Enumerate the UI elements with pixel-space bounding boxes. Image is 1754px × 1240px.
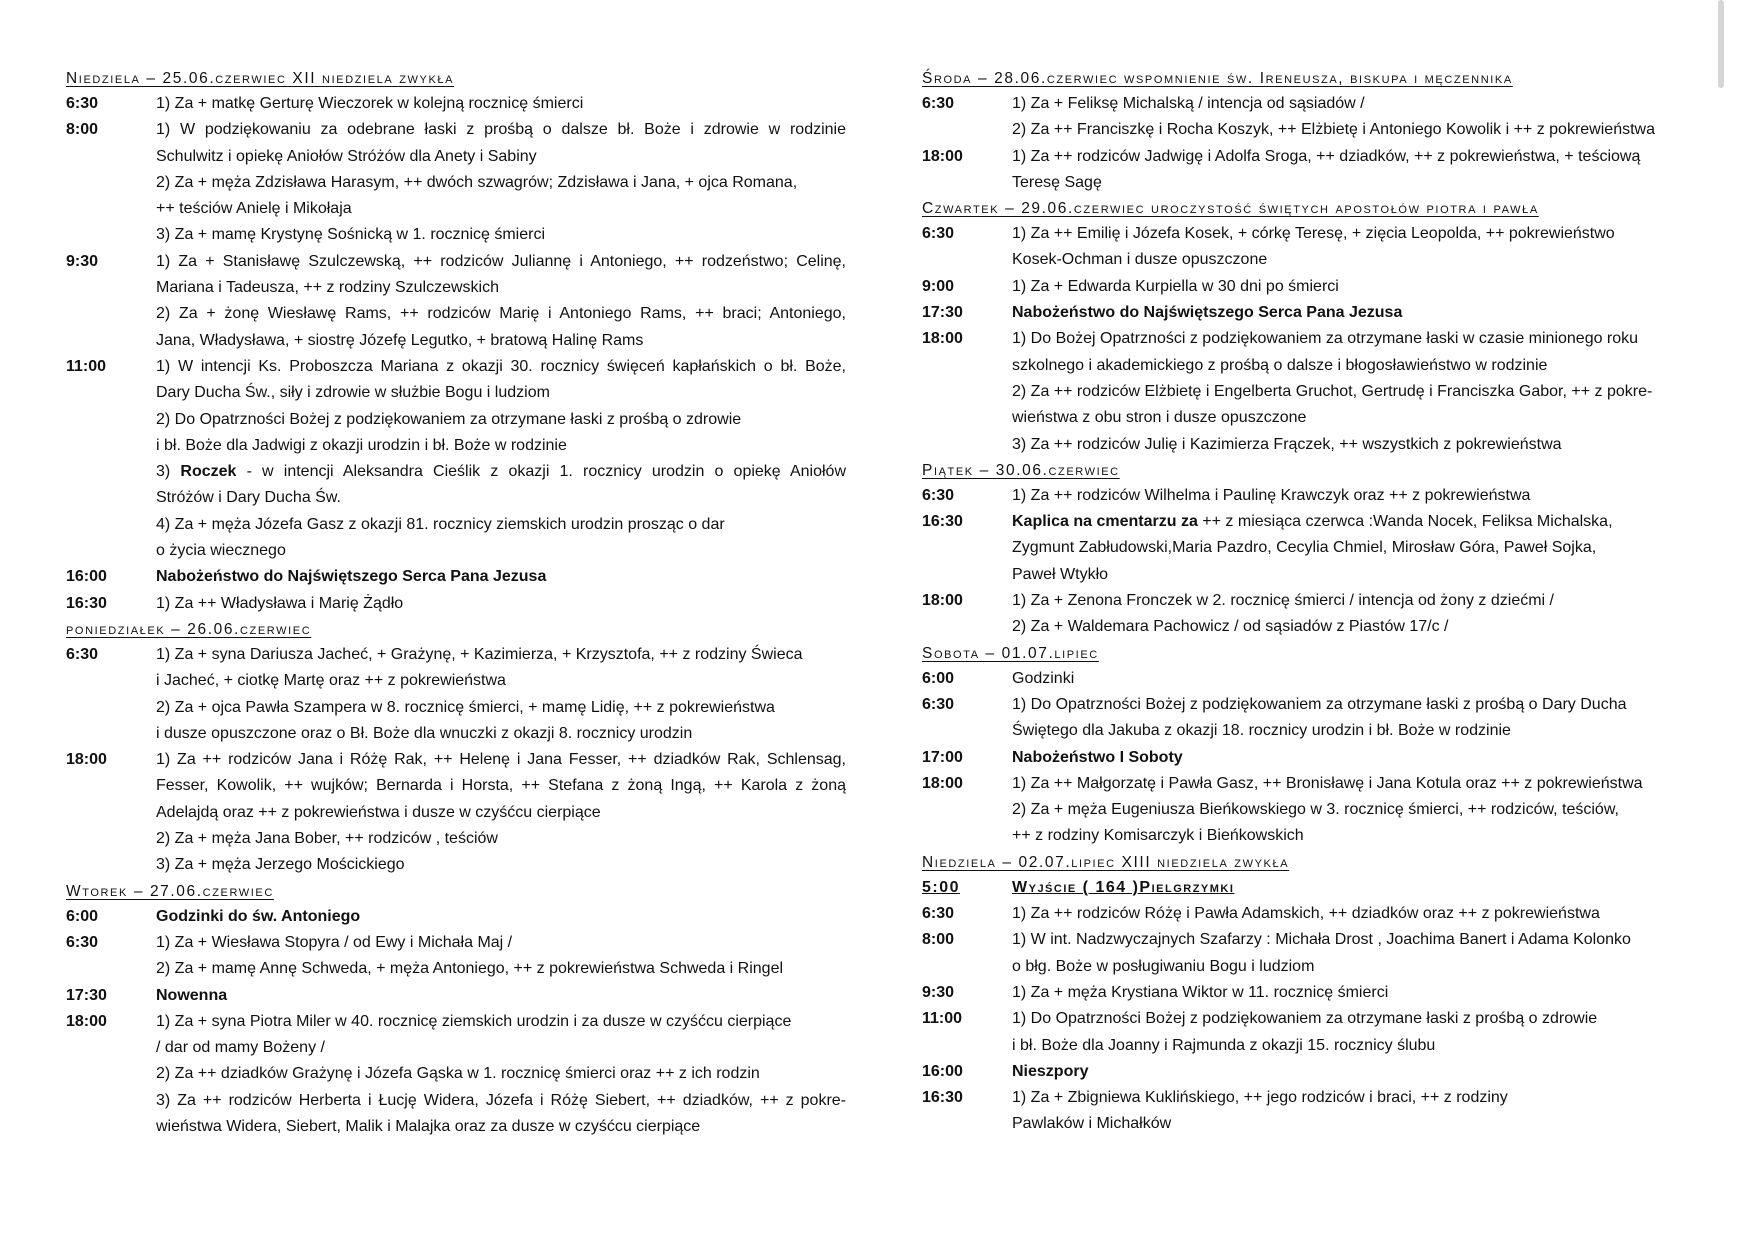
intentions [1012,927,1706,980]
intention-text: 1) Za + Wiesława Stopyra / od Ewy i Michała Maj / [156,933,513,951]
mass-entry [922,588,1706,641]
intention-text: 2) Za + męża Eugeniusza Bieńkowskiego w 3. rocznicę śmierci, ++ rodziców, teściów, [1012,801,1619,819]
mass-time: 18:00 [922,592,963,610]
intention-line [156,328,846,354]
mass-entry [66,117,846,248]
intentions [1012,745,1706,771]
intention-line [1012,745,1706,771]
day-header: Środa – 28.06.czerwiec wspomnienie św. Ireneusza, biskupa i męczennika [922,70,1513,87]
intentions [156,983,846,1009]
mass-entry [66,564,846,590]
mass-time: 16:00 [922,1062,963,1080]
right-column [922,66,1706,1138]
intention-bold-text: Roczek [180,463,237,481]
intention-text: Nieszpory [1012,1062,1089,1080]
intentions [1012,144,1706,197]
intentions [156,249,846,354]
mass-time: 6:00 [66,907,99,925]
mass-entry [66,354,846,564]
intention-line [1012,91,1706,117]
intention-line [1012,509,1706,535]
intention-line [1012,274,1706,300]
mass-time: 11:00 [66,357,107,375]
intention-line [1012,823,1706,849]
intentions [156,930,846,983]
intention-line [1012,221,1706,247]
intention-text: 1) Za + Stanisławę Szulczewską, ++ rodziców Juliannę i Antoniego, ++ rodzeństwo; Celinę, [156,252,846,270]
mass-entry [922,745,1706,771]
mass-entry [922,300,1706,326]
mass-time: 9:30 [66,252,99,270]
mass-time: 6:00 [922,669,955,687]
mass-entry [66,1009,846,1140]
intention-text: Świętego dla Jakuba z okazji 18. rocznicy urodzin i bł. Boże w rodzinie [1012,722,1511,740]
intentions [156,354,846,564]
intention-line [1012,353,1706,379]
intention-text: 1) Za + męża Krystiana Wiktor w 11. rocznicę śmierci [1012,983,1389,1001]
intention-line [156,642,846,668]
intention-text: szkolnego i akademickiego z prośbą o dalsze i błogosławieństwo w rodzinie [1012,356,1548,374]
intention-line [1012,666,1706,692]
intention-text: 4) Za + męża Józefa Gasz z okazji 81. rocznicy ziemskich urodzin prosząc o dar [156,515,725,533]
intention-line [156,1088,846,1114]
intention-text: 1) Za + Feliksę Michalską / intencja od sąsiadów / [1012,95,1365,112]
mass-entry [922,509,1706,588]
intention-line [156,956,846,982]
mass-entry [922,1059,1706,1085]
mass-time: 6:30 [66,645,99,663]
mass-time: 18:00 [66,1012,107,1030]
intention-line [1012,797,1706,823]
intentions [1012,692,1706,745]
intention-bold-text: Kaplica na cmentarzu za [1012,513,1198,531]
intention-line [1012,247,1706,273]
mass-time: 17:00 [922,748,963,766]
intention-line [156,144,846,170]
intention-line [1012,1033,1706,1059]
intention-line [1012,771,1706,797]
intention-line [1012,405,1706,431]
intention-text: 1) Za + syna Piotra Miler w 40. rocznicę ziemskich urodzin i za dusze w czyśćcu cierpiące [156,1012,792,1030]
intention-prefix: 3) [156,463,181,481]
intention-line [156,852,846,878]
mass-time: 16:00 [66,568,107,586]
mass-time: 6:30 [66,95,99,112]
mass-time: 6:30 [66,933,99,951]
mass-time: 8:00 [66,121,99,139]
mass-entry [922,1006,1706,1059]
mass-time: 16:30 [922,1089,963,1107]
intention-text: 1) Za ++ Emilię i Józefa Kosek, + córkę Teresę, + zięcia Leopolda, ++ pokrewieństwo [1012,225,1615,243]
mass-time: 5:00 [922,878,961,896]
intention-line [1012,300,1706,326]
intention-text: 1) Za + syna Dariusza Jacheć, + Grażynę, + Kazimierza, + Krzysztofa, ++ z rodziny Świeca [156,645,803,663]
intention-line [1012,954,1706,980]
intention-text: wieństwa Widera, Siebert, Malik i Malajka oraz za dusze w czyśćcu cierpiące [156,1117,701,1135]
intentions [156,747,846,878]
mass-entry [922,91,1706,144]
intention-line [156,721,846,747]
intention-text: 2) Za + Waldemara Pachowicz / od sąsiadów z Piastów 17/c / [1012,618,1449,636]
intentions [1012,1059,1706,1085]
intention-line [156,695,846,721]
day-header: Piątek – 30.06.czerwiec [922,461,1120,479]
intention-line [1012,432,1706,458]
intention-line [156,668,846,694]
intention-text: 1) Do Bożej Opatrzności z podziękowaniem za otrzymane łaski w czasie minionego roku [1012,330,1639,348]
intention-line [1012,588,1706,614]
mass-entry [922,692,1706,745]
intention-line [1012,875,1706,901]
intentions [1012,300,1706,326]
mass-entry [66,983,846,1009]
intention-text: 1) Za + matkę Gerturę Wieczorek w kolejną rocznicę śmierci [156,95,584,112]
mass-time: 18:00 [922,147,963,165]
mass-entry [922,144,1706,197]
mass-time: 17:30 [66,986,107,1004]
intention-line [156,407,846,433]
intention-line [1012,170,1706,196]
mass-entry [922,1085,1706,1138]
intentions [156,642,846,747]
intentions [156,564,846,590]
intention-text: / dar od mamy Bożeny / [156,1039,325,1057]
intention-text: 3) Za ++ rodziców Herberta i Łucję Widera, Józefa i Różę Siebert, ++ dziadków, ++ z pokre- [156,1091,846,1109]
intention-line [1012,927,1706,953]
intention-line [156,747,846,773]
intention-text: 1) Za ++ rodziców Wilhelma i Paulinę Krawczyk oraz ++ z pokrewieństwa [1012,486,1531,504]
intention-text: 2) Za + męża Jana Bober, ++ rodziców , teściów [156,830,498,848]
intention-text: - w intencji Aleksandra Cieślik z okazji 1. rocznicy urodzin o opiekę Aniołów [236,463,846,481]
intention-text: Zygmunt Zabłudowski,Maria Pazdro, Cecylia Chmiel, Mirosław Góra, Paweł Sojka, [1012,539,1597,557]
intention-line [156,564,846,590]
intention-text: i bł. Boże dla Jadwigi z okazji urodzin i bł. Boże w rodzinie [156,436,567,454]
intention-text: 1) Za + Edwarda Kurpiella w 30 dni po śmierci [1012,277,1339,295]
mass-entry [922,980,1706,1006]
mass-time: 8:00 [922,931,955,949]
mass-entry [922,901,1706,927]
intention-text: Mariana i Tadeusza, ++ z rodziny Szulczewskich [156,279,499,297]
day-header: Czwartek – 29.06.czerwiec uroczystość świętych apostołów piotra i pawła [922,200,1539,218]
intentions [156,117,846,248]
mass-time: 9:30 [922,983,955,1001]
intention-text: ++ z miesiąca czerwca :Wanda Nocek, Feliksa Michalska, [1197,513,1613,531]
intention-line [156,591,846,617]
intention-line [1012,1006,1706,1032]
day-header: Niedziela – 25.06.czerwiec XII niedziela zwykła [66,70,455,87]
intention-text: 1) Za ++ rodziców Jadwigę i Adolfa Sroga, ++ dziadków, ++ z pokrewieństwa, + teściową [1012,147,1641,165]
mass-entry [922,221,1706,274]
intentions [1012,221,1706,274]
intention-text: Adelajdą oraz ++ z pokrewieństwa i dusze w czyśćcu cierpiące [156,803,601,821]
intention-text: Pawlaków i Michałków [1012,1115,1172,1133]
intention-line [1012,901,1706,927]
intention-text: 1) W podziękowaniu za odebrane łaski z prośbą o dalsze bł. Boże i zdrowie w rodzinie [156,121,846,139]
intention-line [1012,1059,1706,1085]
intention-text: i dusze opuszczone oraz o Bł. Boże dla wnuczki z okazji 8. rocznicy urodzin [156,724,693,742]
intention-line [156,117,846,143]
intention-text: Godzinki do św. Antoniego [156,907,361,925]
mass-time: 6:30 [922,695,955,713]
intention-text: 2) Za + ojca Pawła Szampera w 8. rocznicę śmierci, + mamę Lidię, ++ z pokrewieństwa [156,698,775,716]
intention-text: 3) Za + mamę Krystynę Sośnicką w 1. rocznicę śmierci [156,226,546,244]
intention-line [156,91,846,117]
mass-time: 6:30 [922,486,955,504]
intention-line [156,930,846,956]
intention-text: Godzinki [1012,669,1075,687]
intention-text: 1) Za ++ Władysława i Marię Żądło [156,594,404,612]
mass-entry [66,642,846,747]
mass-time: 18:00 [922,330,963,348]
intention-text: o błg. Boże w posługiwaniu Bogu i ludziom [1012,957,1315,975]
mass-entry [66,930,846,983]
intention-text: o życia wiecznego [156,542,286,560]
intention-text: 1) Do Opatrzności Bożej z podziękowaniem za otrzymane łaski z prośbą o zdrowie [1012,1010,1598,1028]
intention-line [1012,562,1706,588]
intention-text: 2) Za + żonę Wiesławę Rams, ++ rodziców Marię i Antoniego Rams, ++ braci; Antoniego, [156,305,846,323]
intention-line [1012,718,1706,744]
intention-line [156,459,846,485]
intentions [156,1009,846,1140]
intentions [156,91,846,117]
intention-text: 1) Za ++ rodziców Jana i Różę Rak, ++ Helenę i Jana Fesser, ++ dziadków Rak, Schlensag, [156,751,846,769]
intention-line [1012,692,1706,718]
day-header: Sobota – 01.07.lipiec [922,644,1099,662]
intention-text: Teresę Sagę [1012,173,1102,191]
intention-line [1012,980,1706,1006]
intention-text: 1) W intencji Ks. Proboszcza Mariana z okazji 30. rocznicy święceń kapłańskich o bł. Boże, [156,357,846,375]
intention-line [1012,1085,1706,1111]
intention-line [156,1035,846,1061]
intentions [1012,980,1706,1006]
intention-text: 2) Za ++ dziadków Grażynę i Józefa Gąska w 1. rocznicę śmierci oraz ++ z ich rodzin [156,1065,760,1083]
intention-line [1012,483,1706,509]
intention-line [156,800,846,826]
intention-line [156,1114,846,1140]
mass-time: 17:30 [922,304,963,322]
day-header: Niedziela – 02.07.lipiec XIII niedziela zwykła [922,853,1290,871]
intention-text: Paweł Wtykło [1012,565,1109,583]
mass-time: 16:30 [922,513,963,531]
vertical-scrollbar[interactable] [1718,0,1724,88]
intention-line [156,826,846,852]
intention-text: 2) Za ++ rodziców Elżbietę i Engelberta Gruchot, Gertrudę i Franciszka Gabor, ++ z pokre- [1012,382,1653,400]
mass-time: 18:00 [66,751,107,769]
intentions [1012,1006,1706,1059]
intention-text: ++ teściów Anielę i Mikołaja [156,200,352,218]
mass-entry [66,747,846,878]
intention-text: 2) Za + mamę Annę Schweda, + męża Antoniego, ++ z pokrewieństwa Schweda i Ringel [156,960,784,978]
intentions [1012,588,1706,641]
intention-text: 1) Za ++ Małgorzatę i Pawła Gasz, ++ Bronisławę i Jana Kotula oraz ++ z pokrewieństwa [1012,774,1643,792]
intentions [156,904,846,930]
intentions [1012,771,1706,850]
mass-entry [922,483,1706,509]
intention-text: wieństwa z obu stron i dusze opuszczone [1012,409,1307,427]
intention-line [1012,144,1706,170]
intention-text: 1) Za ++ rodziców Różę i Pawła Adamskich, ++ dziadków oraz ++ z pokrewieństwa [1012,905,1600,923]
intention-text: 1) Za + Zbigniewa Kuklińskiego, ++ jego rodziców i braci, ++ z rodziny [1012,1089,1508,1107]
intention-text: Schulwitz i opiekę Aniołów Stróżów dla Anety i Sabiny [156,147,537,165]
intention-text: 2) Za + męża Zdzisława Harasym, ++ dwóch szwagrów; Zdzisława i Jana, + ojca Romana, [156,173,798,191]
intention-text: i Jacheć, + ciotkę Martę oraz ++ z pokrewieństwa [156,672,506,690]
intentions [1012,91,1706,144]
intentions [1012,483,1706,509]
mass-time: 6:30 [922,95,955,112]
intention-line [156,512,846,538]
mass-time: 18:00 [922,774,963,792]
intention-line [1012,379,1706,405]
left-column [66,66,846,1140]
intention-text: 1) W int. Nadzwyczajnych Szafarzy : Michała Drost , Joachima Banert i Adama Kolonko [1012,931,1631,949]
intention-line [1012,535,1706,561]
intention-line [156,170,846,196]
intentions [1012,326,1706,457]
intention-text: i bł. Boże dla Joanny i Rajmunda z okazji 15. rocznicy ślubu [1012,1036,1436,1054]
mass-entry [66,904,846,930]
mass-time: 6:30 [922,905,955,923]
mass-time: 9:00 [922,277,955,295]
intention-line [1012,614,1706,640]
intention-text: Fesser, Kowolik, ++ wujków; Bernarda i Horsta, ++ Stefana z żoną Ingą, ++ Karola z żoną [156,777,846,795]
mass-time: 6:30 [922,225,955,243]
mass-entry [922,666,1706,692]
mass-entry [66,91,846,117]
day-header: Wtorek – 27.06.czerwiec [66,882,274,900]
intention-line [156,433,846,459]
mass-entry [922,875,1706,901]
intentions [1012,666,1706,692]
intention-line [156,222,846,248]
intention-line [156,249,846,275]
mass-entry [922,927,1706,980]
intention-text: Dary Ducha Św., siły i zdrowie w służbie Bogu i ludziom [156,384,550,402]
mass-time: 11:00 [922,1010,963,1028]
intention-text: 2) Do Opatrzności Bożej z podziękowaniem za otrzymane łaski z prośbą o zdrowie [156,410,742,428]
intention-text: Nowenna [156,986,228,1004]
mass-entry [66,249,846,354]
intention-line [156,983,846,1009]
intention-text: Nabożeństwo do Najświętszego Serca Pana Jezusa [1012,304,1403,322]
intentions [1012,901,1706,927]
intentions [156,591,846,617]
intention-text: 3) Za ++ rodziców Julię i Kazimierza Frączek, ++ wszystkich z pokrewieństwa [1012,435,1562,453]
intention-text: 1) Za + Zenona Fronczek w 2. rocznicę śmierci / intencja od żony z dziećmi / [1012,592,1554,610]
day-header: poniedziałek – 26.06.czerwiec [66,620,312,638]
intention-line [156,773,846,799]
intention-line [156,301,846,327]
intention-line [1012,326,1706,352]
intention-text: 2) Za ++ Franciszkę i Rocha Koszyk, ++ Elżbietę i Antoniego Kowolik i ++ z pokrewieństwa [1012,121,1655,139]
intention-line [156,904,846,930]
intentions [1012,274,1706,300]
intentions [1012,509,1706,588]
intentions [1012,1085,1706,1138]
intention-line [1012,117,1706,143]
intention-text: Kosek-Ochman i dusze opuszczone [1012,251,1268,269]
intention-line [156,196,846,222]
intention-line [156,485,846,511]
intention-text: 3) Za + męża Jerzego Mościckiego [156,856,405,874]
mass-entry [922,771,1706,850]
intention-text: Nabożeństwo do Najświętszego Serca Pana Jezusa [156,568,547,586]
mass-entry [922,326,1706,457]
intentions [1012,875,1706,901]
intention-line [156,354,846,380]
intention-text: Nabożeństwo I Soboty [1012,748,1183,766]
intention-line [156,380,846,406]
mass-entry [922,274,1706,300]
intention-text: Wyjście ( 164 )Pielgrzymki [1012,878,1235,896]
mass-time: 16:30 [66,594,107,612]
intention-line [156,1009,846,1035]
intention-text: 1) Do Opatrzności Bożej z podziękowaniem za otrzymane łaski z prośbą o Dary Ducha [1012,695,1627,713]
intention-line [156,1061,846,1087]
intention-line [156,275,846,301]
intention-line [156,538,846,564]
intention-text: Jana, Władysława, + siostrę Józefę Legutko, + bratową Halinę Rams [156,331,644,349]
intention-line [1012,1111,1706,1137]
intention-text: ++ z rodziny Komisarczyk i Bieńkowskich [1012,827,1304,845]
mass-entry [66,591,846,617]
intention-text: Stróżów i Dary Ducha Św. [156,489,341,507]
